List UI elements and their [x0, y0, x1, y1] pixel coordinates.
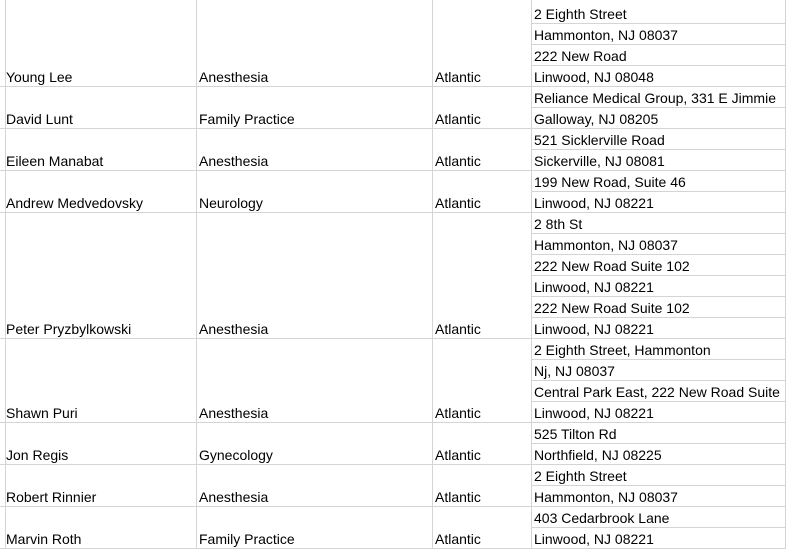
row-gridline	[0, 338, 786, 339]
row-gridline	[0, 128, 786, 129]
name-cell[interactable]: Robert Rinnier	[6, 489, 97, 505]
specialty-cell[interactable]: Family Practice	[199, 531, 295, 547]
subrow-gridline	[531, 254, 785, 255]
county-cell[interactable]: Atlantic	[435, 321, 481, 337]
row-gridline	[0, 212, 786, 213]
subrow-gridline	[531, 401, 785, 402]
row-gridline	[0, 506, 786, 507]
name-cell[interactable]: Jon Regis	[6, 447, 69, 463]
specialty-cell[interactable]: Gynecology	[199, 447, 273, 463]
address-cell[interactable]: 222 New Road Suite 102	[534, 300, 690, 316]
address-cell[interactable]: 222 New Road Suite 102	[534, 258, 690, 274]
address-cell[interactable]: Linwood, NJ 08221	[534, 279, 654, 295]
subrow-gridline	[531, 380, 785, 381]
subrow-gridline	[531, 191, 785, 192]
subrow-gridline	[531, 359, 785, 360]
address-cell[interactable]: 525 Tilton Rd	[534, 426, 617, 442]
address-cell[interactable]: Linwood, NJ 08221	[534, 195, 654, 211]
subrow-gridline	[531, 485, 785, 486]
specialty-cell[interactable]: Neurology	[199, 195, 263, 211]
address-cell[interactable]: Linwood, NJ 08221	[534, 531, 654, 547]
county-cell[interactable]: Atlantic	[435, 447, 481, 463]
row-gridline	[0, 464, 786, 465]
address-cell[interactable]: Sickerville, NJ 08081	[534, 153, 665, 169]
specialty-cell[interactable]: Anesthesia	[199, 69, 269, 85]
county-cell[interactable]: Atlantic	[435, 111, 481, 127]
address-cell[interactable]: Galloway, NJ 08205	[534, 111, 659, 127]
address-cell[interactable]: Hammonton, NJ 08037	[534, 237, 678, 253]
county-cell[interactable]: Atlantic	[435, 405, 481, 421]
address-cell[interactable]: 199 New Road, Suite 46	[534, 174, 686, 190]
address-cell[interactable]: 521 Sicklerville Road	[534, 132, 665, 148]
subrow-gridline	[531, 149, 785, 150]
address-cell[interactable]: 2 Eighth Street, Hammonton	[534, 342, 711, 358]
address-cell[interactable]: 2 8th St	[534, 216, 583, 232]
subrow-gridline	[531, 275, 785, 276]
name-cell[interactable]: Andrew Medvedovsky	[6, 195, 143, 211]
subrow-gridline	[531, 296, 785, 297]
address-cell[interactable]: Linwood, NJ 08221	[534, 321, 654, 337]
subrow-gridline	[531, 233, 785, 234]
county-cell[interactable]: Atlantic	[435, 69, 481, 85]
subrow-gridline	[531, 107, 785, 108]
address-cell[interactable]: 222 New Road	[534, 48, 627, 64]
specialty-cell[interactable]: Anesthesia	[199, 153, 269, 169]
name-cell[interactable]: Shawn Puri	[6, 405, 78, 421]
county-cell[interactable]: Atlantic	[435, 531, 481, 547]
specialty-cell[interactable]: Family Practice	[199, 111, 295, 127]
subrow-gridline	[531, 44, 785, 45]
name-cell[interactable]: Eileen Manabat	[6, 153, 104, 169]
name-cell[interactable]: David Lunt	[6, 111, 73, 127]
address-cell[interactable]: Linwood, NJ 08048	[534, 69, 654, 85]
row-gridline	[0, 170, 786, 171]
address-cell[interactable]: Hammonton, NJ 08037	[534, 489, 678, 505]
county-cell[interactable]: Atlantic	[435, 489, 481, 505]
address-cell[interactable]: Hammonton, NJ 08037	[534, 27, 678, 43]
address-cell[interactable]: 2 Eighth Street	[534, 468, 627, 484]
address-cell[interactable]: 403 Cedarbrook Lane	[534, 510, 670, 526]
row-gridline	[0, 86, 786, 87]
specialty-cell[interactable]: Anesthesia	[199, 489, 269, 505]
address-cell[interactable]: Reliance Medical Group, 331 E Jimmie	[534, 90, 776, 106]
address-cell[interactable]: Nj, NJ 08037	[534, 363, 615, 379]
address-cell[interactable]: Central Park East, 222 New Road Suite	[534, 384, 780, 400]
name-cell[interactable]: Marvin Roth	[6, 531, 82, 547]
column-gridline	[432, 0, 433, 549]
specialty-cell[interactable]: Anesthesia	[199, 405, 269, 421]
county-cell[interactable]: Atlantic	[435, 195, 481, 211]
subrow-gridline	[531, 317, 785, 318]
address-cell[interactable]: Northfield, NJ 08225	[534, 447, 662, 463]
county-cell[interactable]: Atlantic	[435, 153, 481, 169]
name-cell[interactable]: Young Lee	[6, 69, 73, 85]
name-cell[interactable]: Peter Pryzbylkowski	[6, 321, 132, 337]
subrow-gridline	[531, 527, 785, 528]
address-cell[interactable]: 2 Eighth Street	[534, 6, 627, 22]
specialty-cell[interactable]: Anesthesia	[199, 321, 269, 337]
subrow-gridline	[531, 23, 785, 24]
subrow-gridline	[531, 65, 785, 66]
column-gridline	[196, 0, 197, 549]
subrow-gridline	[531, 443, 785, 444]
row-gridline	[0, 422, 786, 423]
address-cell[interactable]: Linwood, NJ 08221	[534, 405, 654, 421]
